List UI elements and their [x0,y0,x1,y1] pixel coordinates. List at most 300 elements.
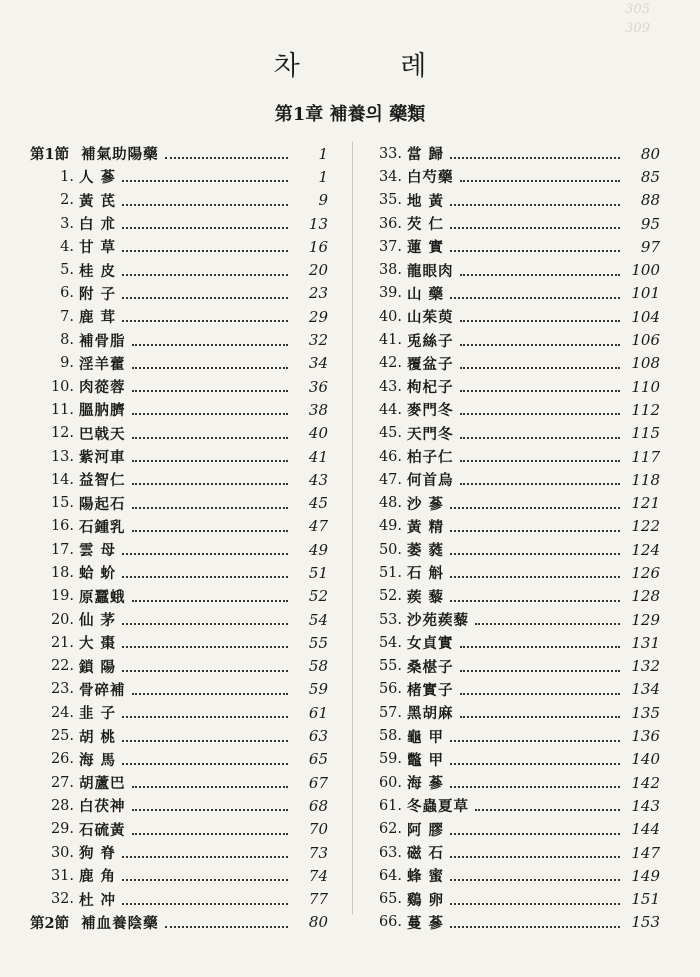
page-number: 153 [631,913,660,932]
entry-title: 蓮 實 [407,239,445,257]
entry-title: 何首烏 [407,472,454,490]
entry-number: 58. [378,728,402,745]
toc-entry-row[interactable] [30,468,330,491]
toc-entry-row[interactable] [30,422,330,445]
entry-number: 14. [50,471,74,488]
dot-leader [475,808,620,811]
toc-entry-row[interactable] [30,841,330,864]
dot-leader [460,319,621,322]
toc-entry-row[interactable] [372,608,662,631]
page-number: 13 [308,214,328,233]
toc-entry-row[interactable] [372,165,662,188]
toc-entry-row[interactable] [30,748,330,771]
page-number: 55 [308,633,328,652]
toc-entry-row[interactable] [372,445,662,468]
toc-entry-row[interactable] [372,258,662,281]
toc-entry-row[interactable] [30,375,330,398]
toc-entry-row[interactable] [372,864,662,887]
entry-title: 山茱萸 [407,309,454,327]
page-number: 73 [308,843,328,862]
entry-title: 覆盆子 [407,355,454,373]
dot-leader [122,878,288,881]
dot-leader [450,529,620,532]
page-number: 151 [631,890,660,909]
page-number: 136 [631,727,660,746]
toc-entry-row[interactable] [372,841,662,864]
bleed-through-text: 305 309 [625,2,650,36]
dot-leader [460,645,621,648]
toc-entry-row[interactable] [30,328,330,351]
toc-entry-row[interactable] [30,352,330,375]
dot-leader [165,925,288,928]
page-number: 80 [308,913,328,932]
entry-title: 山 藥 [407,285,445,303]
toc-entry-row[interactable] [30,235,330,258]
toc-entry-row[interactable] [372,701,662,724]
toc-entry-row[interactable] [372,282,662,305]
entry-number: 50. [378,541,402,558]
entry-number: 12. [50,425,74,442]
entry-number: 34. [378,168,402,185]
toc-entry-row[interactable] [372,888,662,911]
toc-entry-row[interactable] [372,422,662,445]
toc-entry-row[interactable] [372,678,662,701]
dot-leader [132,506,289,509]
toc-entry-row[interactable] [372,655,662,678]
toc-entry-row[interactable] [372,585,662,608]
toc-entry-row[interactable] [30,585,330,608]
dot-leader [450,249,620,252]
entry-number: 57. [378,704,402,721]
page-number: 124 [631,540,660,559]
dot-leader [460,366,621,369]
dot-leader [132,692,289,695]
page-number: 52 [308,587,328,606]
dot-leader [132,832,289,835]
entry-title: 白芍藥 [407,169,454,187]
page-number: 85 [640,167,660,186]
entry-number: 38. [378,262,402,279]
page-number: 20 [308,261,328,280]
toc-entry-row[interactable] [372,142,662,165]
entry-number: 8. [60,332,74,349]
page-number: 143 [631,796,660,815]
toc-entry-row[interactable] [372,189,662,212]
dot-leader [450,739,620,742]
page-number: 23 [308,284,328,303]
toc-entry-row[interactable] [30,818,330,841]
toc-entry-row[interactable] [30,888,330,911]
toc-entry-row[interactable] [372,911,662,934]
entry-title: 黑胡麻 [407,705,454,723]
entry-title: 鷄 卵 [407,891,445,909]
dot-leader [450,925,620,928]
dot-leader [122,645,288,648]
toc-entry-row[interactable] [30,538,330,561]
page-number: 132 [631,657,660,676]
dot-leader [122,575,288,578]
toc-entry-row[interactable] [372,515,662,538]
toc-entry-row[interactable] [30,631,330,654]
dot-leader [132,599,289,602]
entry-number: 39. [378,285,402,302]
page-number: 117 [631,447,660,466]
page-number: 100 [631,261,660,280]
toc-left-column [30,142,330,934]
entry-title: 甘 草 [79,239,117,257]
column-divider [352,142,353,914]
entry-number: 9. [60,355,74,372]
dot-leader [122,273,288,276]
toc-entry-row[interactable] [372,375,662,398]
entry-title: 桑椹子 [407,658,454,676]
page-number: 1 [318,167,328,186]
entry-title: 萎 蕤 [407,542,445,560]
toc-entry-row[interactable] [30,189,330,212]
section-number: 第1節 [30,146,70,164]
entry-number: 31. [50,867,74,884]
entry-number: 32. [50,891,74,908]
entry-title: 桂 皮 [79,262,117,280]
entry-title: 沙 蔘 [407,495,445,513]
page-number: 74 [308,866,328,885]
entry-title: 海 蔘 [407,775,445,793]
dot-leader [450,832,620,835]
entry-number: 66. [378,914,402,931]
page-number: 36 [308,377,328,396]
toc-entry-row[interactable] [30,724,330,747]
page-number: 41 [308,447,328,466]
dot-leader [460,343,621,346]
entry-number: 48. [378,495,402,512]
dot-leader [122,902,288,905]
dot-leader [122,622,288,625]
page-number: 65 [308,750,328,769]
entry-title: 紫河車 [79,449,126,466]
toc-section-row[interactable] [30,142,330,165]
dot-leader [460,389,621,392]
dot-leader [132,482,289,485]
toc-entry-row[interactable] [372,631,662,654]
entry-title: 鎖 陽 [79,658,117,676]
entry-number: 23. [50,681,74,698]
toc-entry-row[interactable] [372,352,662,375]
entry-number: 44. [378,401,402,418]
entry-number: 43. [378,378,402,395]
entry-title: 麥門冬 [407,402,454,420]
dot-leader [450,226,620,229]
section-number: 第2節 [30,914,70,932]
dot-leader [122,179,288,182]
page-number: 97 [640,237,660,256]
toc-section-row[interactable] [30,911,330,934]
entry-title: 天門冬 [407,425,454,443]
entry-number: 54. [378,634,402,651]
entry-number: 33. [378,145,402,162]
entry-title: 白 朮 [79,216,117,234]
page-number: 68 [308,796,328,815]
dot-leader [122,203,288,206]
entry-title: 蜂 蜜 [407,868,445,886]
entry-title: 韭 子 [79,705,117,723]
toc-entry-row[interactable] [30,212,330,235]
dot-leader [122,552,288,555]
toc-entry-row[interactable] [30,165,330,188]
entry-title: 鹿 茸 [79,309,117,327]
entry-number: 4. [60,238,74,255]
dot-leader [122,669,288,672]
toc-entry-row[interactable] [30,771,330,794]
dot-leader [132,436,289,439]
toc-entry-row[interactable] [372,771,662,794]
entry-number: 51. [378,564,402,581]
page-number: 54 [308,610,328,629]
page-number: 118 [631,470,660,489]
page-number: 61 [308,703,328,722]
dot-leader [122,715,288,718]
toc-entry-row[interactable] [30,305,330,328]
dot-leader [450,855,620,858]
entry-number: 7. [60,308,74,325]
dot-leader [460,692,621,695]
toc-entry-row[interactable] [372,235,662,258]
dot-leader [122,249,288,252]
dot-leader [450,203,620,206]
entry-title: 黃 精 [407,518,445,536]
entry-number: 27. [50,774,74,791]
page-number: 126 [631,563,660,582]
entry-title: 肉蓯蓉 [79,379,126,397]
dot-leader [122,762,288,765]
page-number: 128 [631,587,660,606]
entry-title: 胡 桃 [79,728,117,746]
dot-leader [475,622,620,625]
entry-number: 36. [378,215,402,232]
toc-entry-row[interactable] [30,794,330,817]
dot-leader [450,878,620,881]
entry-title: 石 斛 [407,565,445,583]
entry-title: 冬蟲夏草 [407,798,469,816]
entry-number: 52. [378,588,402,605]
toc-right-column [372,142,662,934]
page-number: 34 [308,354,328,373]
entry-number: 26. [50,751,74,768]
entry-number: 28. [50,797,74,814]
entry-number: 41. [378,332,402,349]
page-number: 140 [631,750,660,769]
entry-title: 阿 膠 [407,821,445,839]
toc-entry-row[interactable] [30,491,330,514]
entry-title: 女貞實 [407,635,454,653]
page-number: 47 [308,517,328,536]
dot-leader [132,389,289,392]
entry-title: 龍眼肉 [407,262,454,280]
page-number: 51 [308,563,328,582]
entry-title: 白茯神 [79,798,126,816]
page-number: 104 [631,307,660,326]
entry-title: 石硫黃 [79,821,126,839]
entry-number: 46. [378,448,402,465]
dot-leader [450,156,620,159]
entry-number: 55. [378,658,402,675]
entry-number: 18. [50,564,74,581]
entry-title: 補骨脂 [79,332,126,350]
page-number: 63 [308,727,328,746]
entry-title: 胡蘆巴 [79,775,126,793]
dot-leader [122,855,288,858]
toc-entry-row[interactable] [30,701,330,724]
page-title: 차 례 [273,51,473,82]
entry-title: 海 馬 [79,751,117,769]
entry-title: 芡 仁 [407,216,445,234]
entry-title: 石鍾乳 [79,518,126,536]
toc-entry-row[interactable] [30,282,330,305]
toc-entry-row[interactable] [30,864,330,887]
entry-number: 56. [378,681,402,698]
dot-leader [460,669,621,672]
toc-entry-row[interactable] [372,491,662,514]
page-number: 101 [631,284,660,303]
entry-title: 仙 茅 [79,612,117,630]
entry-number: 60. [378,774,402,791]
toc-entry-row[interactable] [30,398,330,421]
toc-entry-row[interactable] [30,561,330,584]
page-number: 106 [631,331,660,350]
dot-leader [450,552,620,555]
page-number: 112 [631,400,660,419]
dot-leader [450,599,620,602]
entry-title: 陽起石 [79,495,126,513]
entry-number: 13. [50,448,74,465]
section-title: 補氣助陽藥 [81,146,159,164]
page-number: 49 [308,540,328,559]
toc-entry-row[interactable] [372,305,662,328]
toc-entry-row[interactable] [30,678,330,701]
entry-title: 楮實子 [407,681,454,699]
dot-leader [122,296,288,299]
toc-entry-row[interactable] [30,515,330,538]
entry-number: 59. [378,751,402,768]
page-number: 38 [308,400,328,419]
page-number: 40 [308,424,328,443]
entry-number: 17. [50,541,74,558]
page-number: 45 [308,494,328,513]
entry-number: 2. [60,192,74,209]
entry-title: 蒺 藜 [407,588,445,606]
dot-leader [450,296,620,299]
page-number: 16 [308,237,328,256]
entry-number: 3. [60,215,74,232]
dot-leader [165,156,288,159]
page-number: 134 [631,680,660,699]
page-number: 110 [631,377,660,396]
entry-title: 當 歸 [407,146,445,164]
entry-title: 膃肭臍 [79,402,126,420]
toc-entry-row[interactable] [30,655,330,678]
toc-entry-row[interactable] [30,608,330,631]
toc-entry-row[interactable] [30,445,330,468]
page-number: 59 [308,680,328,699]
page-number: 77 [308,890,328,909]
page-number: 9 [318,191,328,210]
entry-number: 61. [378,797,402,814]
dot-leader [460,179,621,182]
entry-title: 人 蔘 [79,169,117,187]
page-number: 122 [631,517,660,536]
entry-number: 65. [378,891,402,908]
entry-number: 62. [378,821,402,838]
toc-entry-row[interactable] [372,538,662,561]
entry-number: 49. [378,518,402,535]
entry-number: 10. [50,378,74,395]
entry-title: 淫羊藿 [79,355,126,373]
page-number: 142 [631,773,660,792]
entry-number: 63. [378,844,402,861]
section-title: 補血養陰藥 [81,914,159,932]
toc-entry-row[interactable] [30,258,330,281]
dot-leader [450,902,620,905]
page-number: 131 [631,633,660,652]
toc-entry-row[interactable] [372,794,662,817]
toc-entry-row[interactable] [372,468,662,491]
dot-leader [122,226,288,229]
entry-number: 19. [50,588,74,605]
page-number: 29 [308,307,328,326]
entry-title: 地 黃 [407,192,445,210]
toc-entry-row[interactable] [372,398,662,421]
dot-leader [460,459,621,462]
entry-number: 16. [50,518,74,535]
entry-number: 35. [378,192,402,209]
toc-entry-row[interactable] [372,212,662,235]
entry-title: 附 子 [79,285,117,303]
entry-title: 骨碎補 [79,681,126,699]
entry-number: 37. [378,238,402,255]
entry-title: 黃 芪 [79,192,117,210]
entry-number: 15. [50,495,74,512]
entry-title: 龜 甲 [407,728,445,746]
page-number: 135 [631,703,660,722]
dot-leader [460,436,621,439]
toc-entry-row[interactable] [372,561,662,584]
entry-title: 鹿 角 [79,868,117,886]
page-number: 95 [640,214,660,233]
entry-title: 大 棗 [79,635,117,653]
dot-leader [132,529,289,532]
dot-leader [460,412,621,415]
entry-number: 45. [378,425,402,442]
page-number: 108 [631,354,660,373]
dot-leader [132,459,289,462]
toc-entry-row[interactable] [372,724,662,747]
dot-leader [132,808,289,811]
page-number: 115 [631,424,660,443]
entry-number: 29. [50,821,74,838]
dot-leader [460,273,621,276]
toc-entry-row[interactable] [372,748,662,771]
toc-entry-row[interactable] [372,328,662,351]
entry-number: 5. [60,262,74,279]
entry-title: 柏子仁 [407,449,454,466]
dot-leader [450,575,620,578]
entry-number: 6. [60,285,74,302]
entry-title: 原蠶蛾 [79,588,126,606]
entry-title: 沙苑蒺藜 [407,612,469,630]
page-number: 147 [631,843,660,862]
page-number: 32 [308,331,328,350]
toc-entry-row[interactable] [372,818,662,841]
page-number: 149 [631,866,660,885]
